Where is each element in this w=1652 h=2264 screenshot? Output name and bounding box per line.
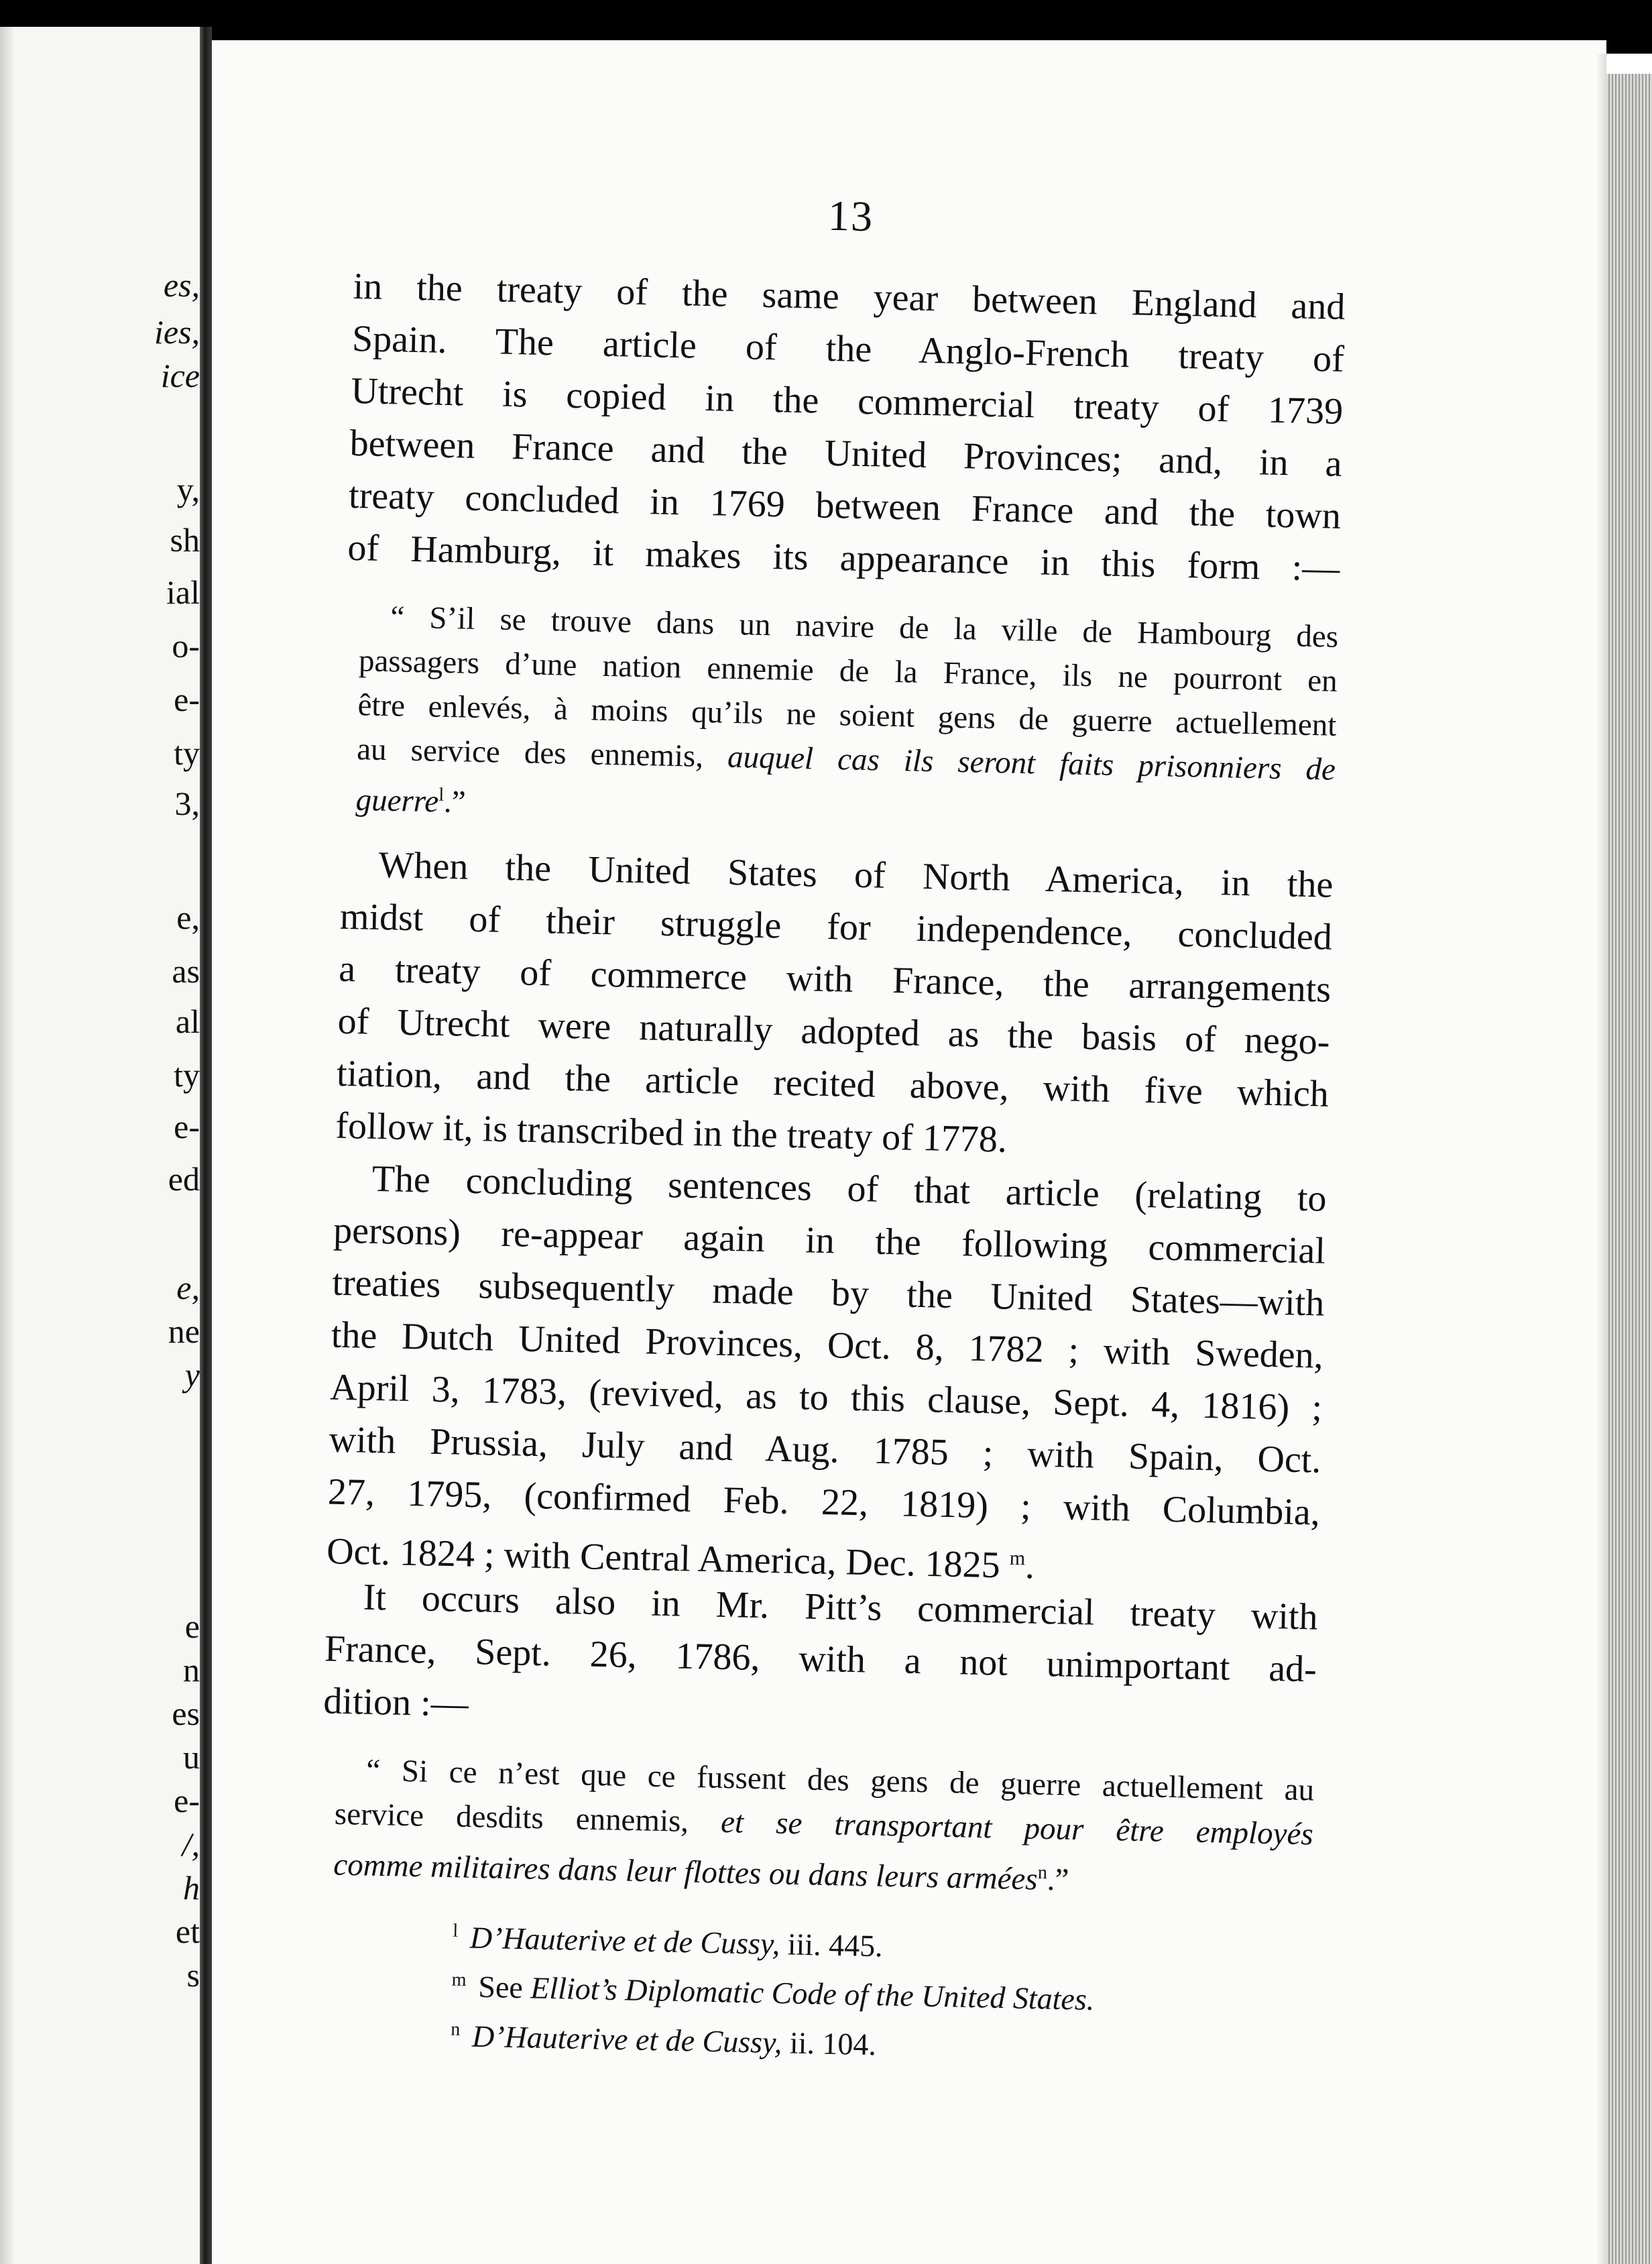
text-line: persons) re-appear again in the following commercial — [333, 1209, 1326, 1272]
footnote-mark: m — [451, 1969, 467, 1991]
quote-line: passagers d’une nation ennemie de la France, ils ne pourront en — [358, 643, 1338, 699]
footnote-prefix: See — [477, 1970, 531, 2005]
text-line: between France and the United Provinces; and, in a — [349, 422, 1343, 485]
left-fragment: e, — [176, 899, 200, 936]
text-line: 27, 1795, (confirmed Feb. 22, 1819) ; with Columbia, — [327, 1471, 1321, 1534]
left-fragment: sh — [170, 521, 200, 559]
text-line: follow it, is transcribed in the treaty of 1778. — [335, 1105, 1008, 1161]
text-line: treaties subsequently made by the United States—with — [331, 1261, 1325, 1324]
text-line: a treaty of commerce with France, the arrangements — [338, 948, 1332, 1011]
quote-roman: service desdits ennemis, — [334, 1796, 689, 1839]
left-fragment: al — [175, 1003, 200, 1040]
text-line: tiation, and the article recited above, with five which — [336, 1052, 1330, 1115]
left-fragment: ty — [174, 734, 200, 772]
left-fragment: ty — [174, 1056, 200, 1094]
paragraph — [347, 260, 1346, 595]
text-line: France, Sept. 26, 1786, with a not unimportant ad- — [324, 1628, 1317, 1691]
left-fragment: es, — [163, 266, 200, 304]
footnotes — [316, 1907, 1311, 2075]
footnote-source: Elliot’s Diplomatic Code of the United States. — [530, 1970, 1095, 2017]
text-span: Oct. 1824 ; with Central America, Dec. 1825 — [326, 1530, 1001, 1587]
footnote-source: D’Hauterive et de Cussy, — [471, 2019, 783, 2059]
left-fragment: as — [172, 952, 200, 990]
quote-close: .” — [1047, 1862, 1069, 1898]
left-fragment: e- — [174, 1108, 200, 1145]
quote-line: être enlevés, à moins qu’ils ne soient gens de guerre actuellement — [357, 687, 1337, 743]
left-fragment: ed — [168, 1160, 200, 1198]
left-fragment: s — [186, 1956, 200, 1994]
page-text — [316, 181, 1347, 2075]
left-fragment: et — [175, 1913, 200, 1950]
quote-italic: guerre — [355, 782, 439, 819]
text-line: April 3, 1783, (revived, as to this clause, Sept. 4, 1816) ; — [329, 1366, 1323, 1429]
quote-line: “ S’il se trouve dans un navire de la ville de Hambourg des — [390, 600, 1339, 655]
footnote-mark: n — [450, 2019, 461, 2040]
quote-close: .” — [443, 784, 467, 820]
left-fragment: ial — [166, 573, 200, 611]
text-line: dition :— — [322, 1680, 469, 1725]
text-line: Spain. The article of the Anglo-French treaty of — [351, 317, 1345, 380]
footnote-mark: l — [453, 1920, 459, 1941]
text-line: of Utrecht were naturally adopted as the basis of nego- — [337, 1000, 1331, 1063]
left-fragment: ice — [160, 357, 200, 394]
block-quote — [342, 594, 1339, 836]
left-fragment: o- — [172, 627, 200, 665]
left-fragment: u — [183, 1738, 200, 1776]
text-line: Utrecht is copied in the commercial treaty of 1739 — [350, 370, 1344, 433]
quote-line: “ Si ce n’est que ce fussent des gens de guerre actuellement au — [365, 1752, 1315, 1808]
left-fragment: e- — [174, 681, 200, 718]
paragraph — [335, 838, 1334, 1173]
text-line: with Prussia, July and Aug. 1785 ; with Spain, Oct. — [329, 1418, 1322, 1481]
footnote-mark: n — [1037, 1862, 1048, 1884]
footnote-ref: iii. 445. — [779, 1927, 884, 1964]
paragraph — [323, 1571, 1319, 1748]
left-fragment: y — [184, 1356, 200, 1394]
left-fragment: ne — [168, 1312, 200, 1350]
footnote-source: D’Hauterive et de Cussy, — [469, 1920, 780, 1962]
footnote-ref: ii. 104. — [781, 2025, 877, 2061]
paragraph — [327, 1152, 1328, 1591]
quote-italic: auquel cas ils seront faits prisonniers de — [727, 739, 1336, 787]
text-line: It occurs also in Mr. Pitt’s commercial treaty with — [363, 1576, 1319, 1638]
text-line: The concluding sentences of that article (relating to — [371, 1157, 1328, 1220]
footnote-mark: m — [1009, 1546, 1026, 1570]
left-fragment: h — [183, 1869, 200, 1907]
left-fragment: n — [183, 1651, 200, 1689]
left-fragment: y, — [176, 471, 200, 508]
left-fragment: e, — [176, 1269, 200, 1306]
left-fragment: e — [184, 1607, 200, 1645]
block-quote — [320, 1747, 1315, 1901]
page-edges — [1606, 74, 1652, 2264]
left-fragment: 3, — [174, 785, 200, 822]
page-number: 13 — [827, 191, 874, 241]
left-fragment: es — [172, 1695, 200, 1732]
text-span: . — [1024, 1545, 1035, 1587]
right-page-shade — [1596, 54, 1606, 2264]
left-fragment: e- — [174, 1782, 200, 1819]
text-line: the Dutch United Provinces, Oct. 8, 1782 ; with Sweden, — [331, 1314, 1324, 1377]
text-line: of Hamburg, it makes its appearance in this form :— — [347, 526, 1340, 589]
book-gutter — [200, 27, 212, 2264]
quote-italic: et se transportant pour être employés — [720, 1804, 1314, 1852]
footnote-mark: l — [438, 784, 445, 805]
text-line: When the United States of North America, in the — [377, 844, 1334, 906]
left-page-shadow — [0, 27, 15, 2264]
left-fragment: /, — [182, 1825, 200, 1863]
text-line: midst of their struggle for independence, concluded — [339, 895, 1333, 958]
text-line: treaty concluded in 1769 between France and the town — [348, 474, 1342, 537]
text-line: in the treaty of the same year between England and — [353, 265, 1346, 328]
quote-italic: comme militaires dans leur flottes ou dans leurs armées — [333, 1847, 1039, 1897]
quote-roman: au service des ennemis, — [356, 732, 704, 775]
left-fragment: ies, — [154, 313, 200, 351]
